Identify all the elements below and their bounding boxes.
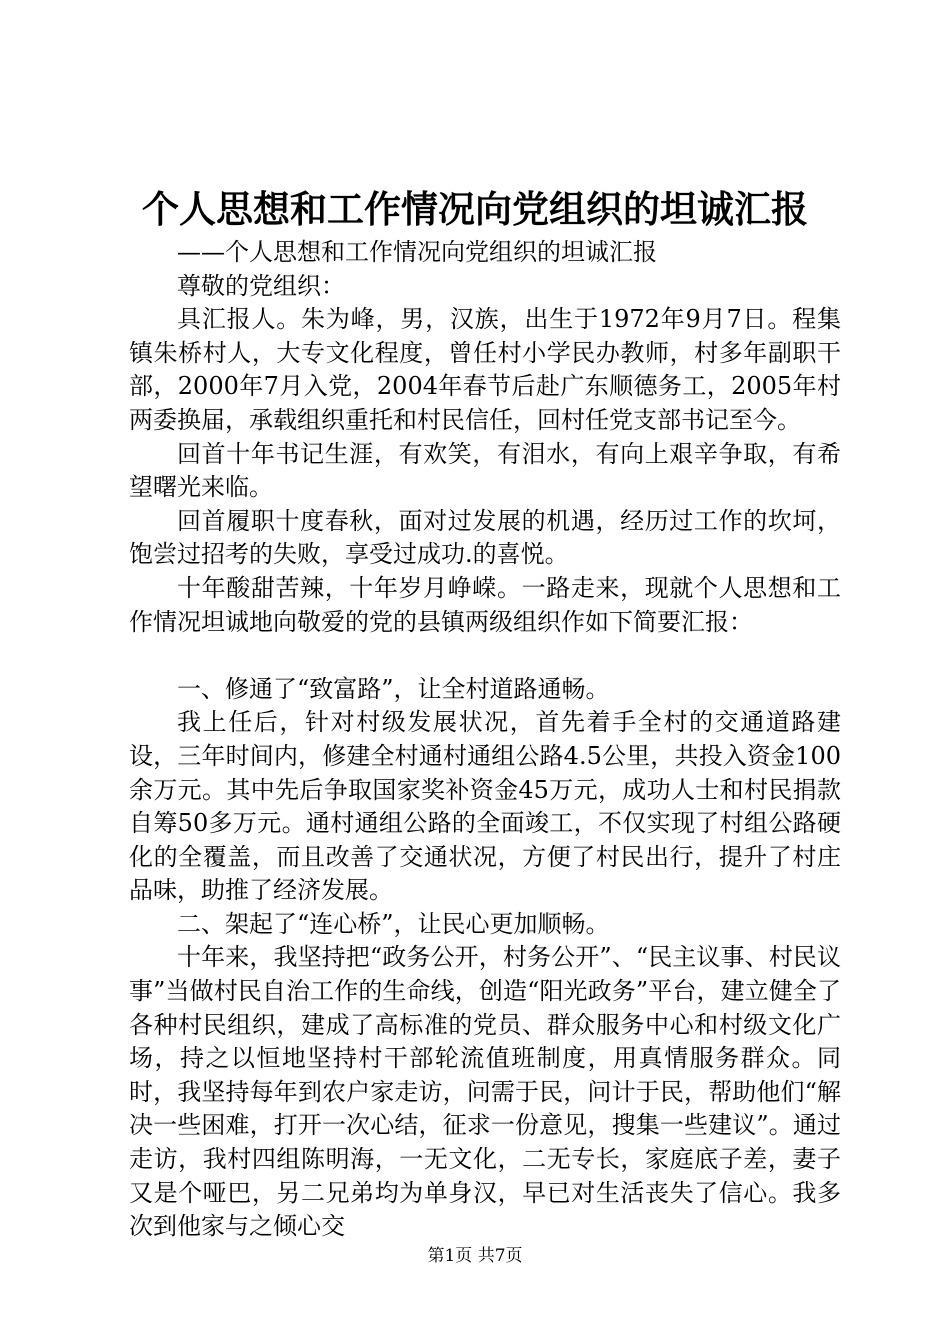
page-footer: 第1页 共7页	[427, 1246, 523, 1266]
section-heading-2: 二、架起了“连心桥”，让民心更加顺畅。	[177, 909, 610, 938]
salutation-paragraph: 尊敬的党组织：	[177, 271, 345, 300]
section-heading-1: 一、修通了“致富路”，让全村道路通畅。	[177, 674, 610, 703]
body-paragraph: 十年酸甜苦辣，十年岁月峥嵘。一路走来，现就个人思想和工作情况坦诚地向敬爱的党的县镇两级组织作如下简要汇报：	[129, 573, 841, 636]
document-body	[129, 236, 841, 1244]
body-paragraph: 我上任后，针对村级发展状况，首先着手全村的交通道路建设，三年时间内，修建全村通村通组公路4.5公里，共投入资金100余万元。其中先后争取国家奖补资金45万元，成功人士和村民捐款自筹50多万元。通村通组公路的全面竣工，不仅实现了村组公路硬化的全覆盖，而且改善了交通状况，方便了村民出行，提升了村庄品味，助推了经济发展。	[129, 708, 841, 905]
body-paragraph: 回首十年书记生涯，有欢笑，有泪水，有向上艰辛争取，有希望曙光来临。	[129, 439, 841, 502]
subtitle-paragraph: ——个人思想和工作情况向党组织的坦诚汇报	[177, 238, 657, 266]
body-paragraph: 具汇报人。朱为峰，男，汉族，出生于1972年9月7日。程集镇朱桥村人，大专文化程度，曾任村小学民办教师，村多年副职干部，2000年7月入党，2004年春节后赴广东顺德务工，2005年村两委换届，承载组织重托和村民信任，回村任党支部书记至今。	[129, 305, 841, 434]
document-title: 个人思想和工作情况向党组织的坦诚汇报	[142, 187, 808, 231]
body-paragraph: 十年来，我坚持把“政务公开，村务公开”、“民主议事、村民议事”当做村民自治工作的生命线，创造“阳光政务”平台，建立健全了各种村民组织，建成了高标准的党员、群众服务中心和村级文化广场，持之以恒地坚持村干部轮流值班制度，用真情服务群众。同时，我坚持每年到农户家走访，问需于民，问计于民，帮助他们“解决一些困难，打开一次心结，征求一份意见，搜集一些建议”。通过走访，我村四组陈明海，一无文化，二无专长，家庭底子差，妻子又是个哑巴，另二兄弟均为单身汉，早已对生活丧失了信心。我多次到他家与之倾心交	[129, 943, 841, 1241]
body-paragraph: 回首履职十度春秋，面对过发展的机遇，经历过工作的坎坷，饱尝过招考的失败，享受过成功.的喜悦。	[129, 506, 841, 569]
